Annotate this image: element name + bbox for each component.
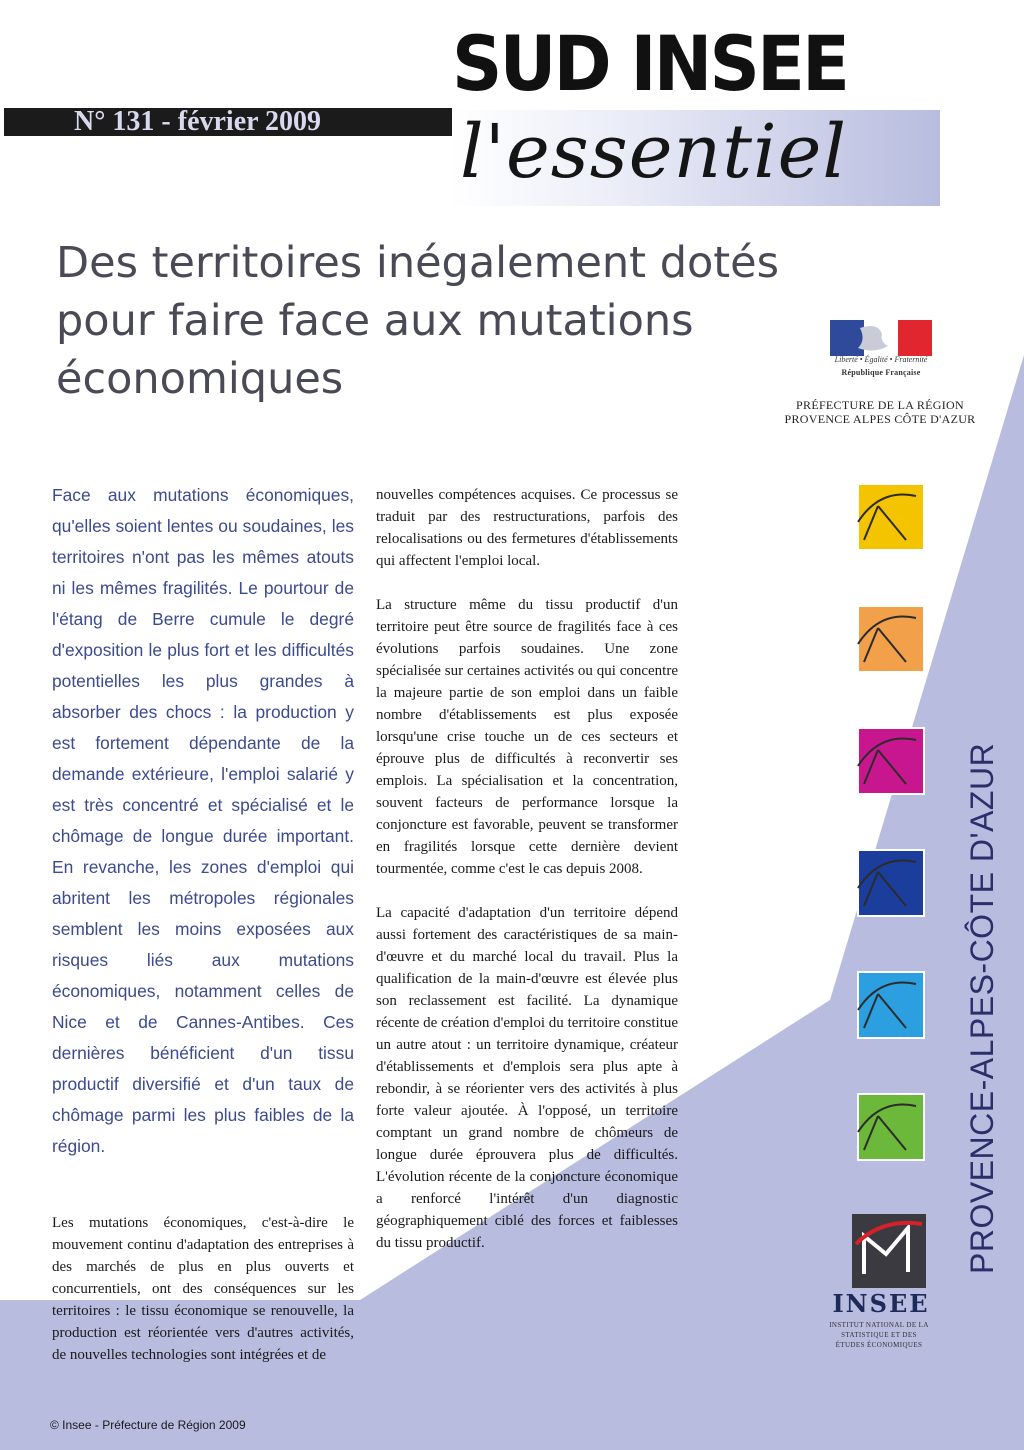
republic-motto: Liberté • Égalité • Fraternité [834, 355, 928, 364]
body-paragraph: La structure même du tissu productif d'un territoire peut être source de fragilités face à ces évolutions parfois soudaines. Une zone spécialisée sur certaines activités ou qui concentre la majeure partie de son emploi dans un faible nombre d'établissements est plus exposée lorsqu'une crise touche un de ces secteurs et éprouve plus de difficultés à reconvertir ses emplois. La spécialisation et la concentration, souvent facteurs de performance lorsque la conjoncture est favorable, peuvent se transformer en fragilités lorsque cette dernière devient tourmentée, comme c'est le cas depuis 2008. [376, 597, 678, 877]
issue-number: N° 131 - février 2009 [74, 106, 322, 137]
masthead-subtitle: l'essentiel [460, 109, 848, 195]
lead-paragraph: Face aux mutations économiques, qu'elles soient lentes ou soudaines, les territoires n'ont pas les mêmes atouts ni les mêmes fragilités. Le pourtour de l'étang de Berre cumule le degré d'exposition le plus fort et les difficultés potentielles les plus grandes à absorber des chocs : la production y est fortement dépendante de la demande extérieure, l'emploi salarié y est très concentré et spécialisé et le chômage de longue durée important. En revanche, les zones d'emploi qui abritent les métropoles régionales semblent les moins exposées aux risques liés aux mutations économiques, notamment celles de Nice et de Cannes-Antibes. Ces dernières bénéficient d'un tissu productif diversifié et d'un taux de chômage parmi les plus faibles de la région. [52, 485, 354, 1156]
footer-copyright: © Insee - Préfecture de Région 2009 [50, 1418, 246, 1432]
insee-logo-icon [852, 1214, 926, 1288]
color-tile-icon [856, 726, 926, 796]
color-tile-icon [856, 848, 926, 918]
color-tile-icon [856, 482, 926, 552]
region-label: PROVENCE-ALPES-CÔTE D'AZUR [964, 742, 1000, 1274]
color-tile-icon [856, 604, 926, 674]
prefecture-label [780, 398, 980, 426]
body-paragraph: La capacité d'adaptation d'un territoire dépend aussi fortement des caractéristiques de sa main-d'œuvre et du marché local du travail. Plus la qualification de la main-d'œuvre est élevée plus son reclassement est facilité. La dynamique récente de création d'emploi du territoire constitue un autre atout : un territoire dynamique, créateur d'établissements et d'emplois sera plus apte à rebondir, à se réorienter vers des activités à plus forte valeur ajoutée. À l'opposé, un territoire comptant un grand nombre de chômeurs de longue durée éprouvera plus de difficultés. L'évolution récente de la conjoncture économique a renforcé l'intérêt d'un diagnostic géographiquement ciblé des forces et faiblesses du tissu productif. [376, 905, 678, 1251]
body-column-1: Les mutations économiques, c'est-à-dire le mouvement continu d'adaptation des entreprises à des marchés de plus en plus ouverts et concurrentiels, ont des conséquences sur les territoires : le tissu économique se renouvelle, la production est réorientée vers d'autres activités, de nouvelles technologies sont intégrées et de [52, 1215, 354, 1363]
insee-logo-text: INSEE [832, 1289, 930, 1318]
prefecture-line1: PRÉFECTURE DE LA RÉGION [796, 398, 964, 412]
republique-francaise: République Française [841, 368, 921, 377]
insee-full-name: INSTITUT NATIONAL DE LA STATISTIQUE ET DES ÉTUDES ÉCONOMIQUES [829, 1321, 929, 1349]
color-tile-icon [856, 970, 926, 1040]
color-tile-icon [856, 1092, 926, 1162]
body-column-2 [376, 484, 678, 1276]
page-title: Des territoires inégalement dotés pour faire face aux mutations économiques [56, 238, 780, 404]
prefecture-line2: PROVENCE ALPES CÔTE D'AZUR [784, 412, 976, 426]
masthead-title: SUD INSEE [452, 19, 848, 108]
body-paragraph: nouvelles compétences acquises. Ce processus se traduit par des restructurations, parfois des relocalisations ou des fermetures d'établissements qui affectent l'emploi local. [376, 487, 678, 569]
marianne-logo [830, 320, 932, 356]
